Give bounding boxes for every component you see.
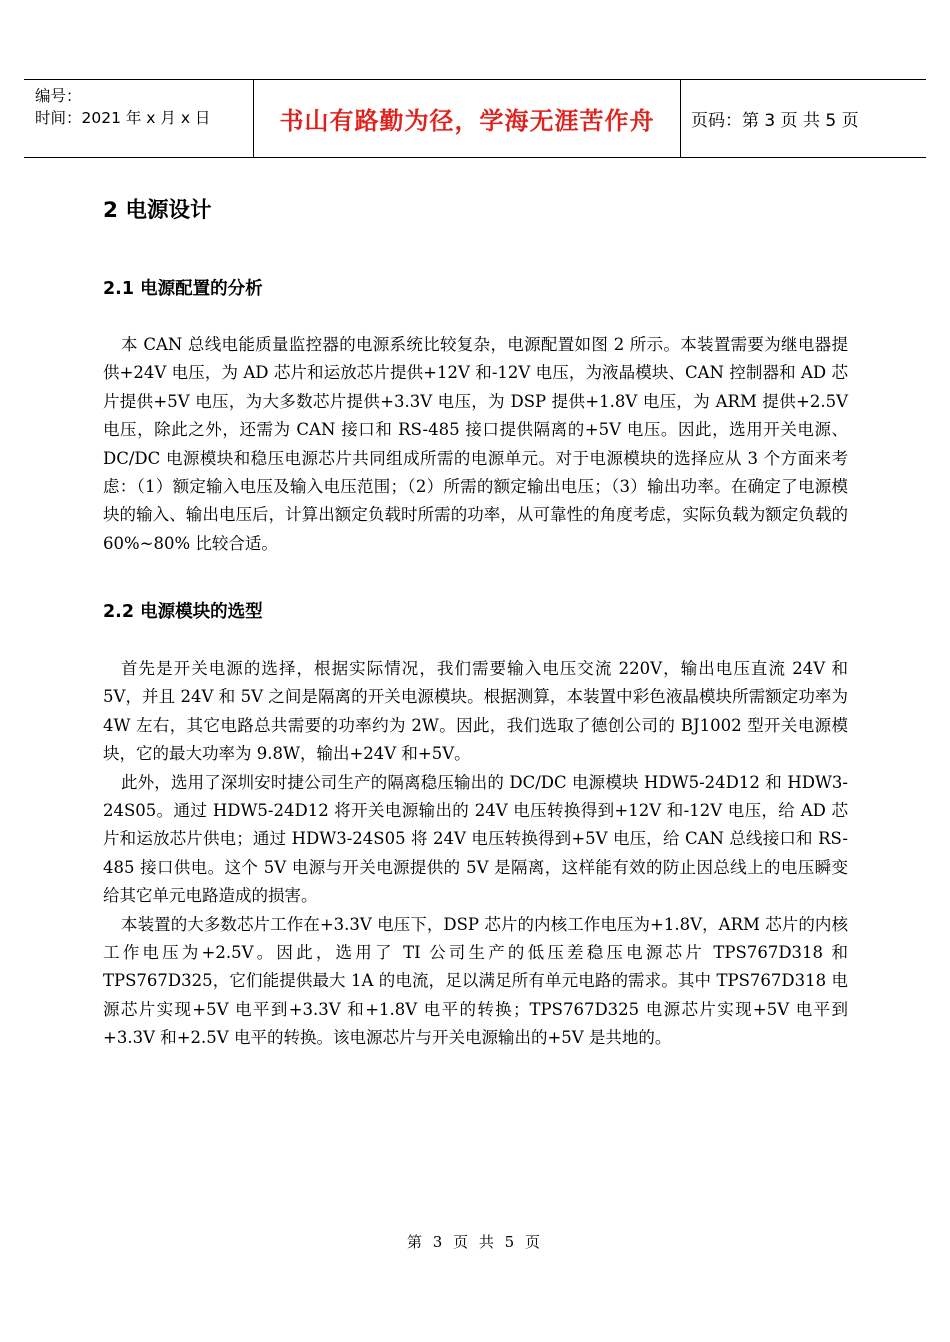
document-number-label: 编号： xyxy=(35,87,82,105)
page-header xyxy=(24,79,926,158)
page-footer: 第 3 页 共 5 页 xyxy=(407,1233,543,1251)
paragraph: 此外，选用了深圳安时捷公司生产的隔离稳压输出的 DC/DC 电源模块 HDW5-24D12 和 HDW3-24S05。通过 HDW5-24D12 将开关电源输出的 24V 电压转换得到+12V 和-12V 电压，给 AD 芯片和运放芯片供电；通过 HDW3-24S05 将 24V 电压转换得到+5V 电压，给 CAN 总线接口和 RS-485 接口供电。这个 5V 电源与开关电源提供的 5V 是隔离，这样能有效的防止因总线上的电压瞬变给其它单元电路造成的损害。 xyxy=(103,772,848,906)
paragraph: 首先是开关电源的选择，根据实际情况，我们需要输入电压交流 220V，输出电压直流 24V 和 5V，并且 24V 和 5V 之间是隔离的开关电源模块。根据测算，本装置中彩色液晶模块所需额定功率为 4W 左右，其它电路总共需要的功率约为 2W。因此，我们选取了德创公司的 BJ1002 型开关电源模块，它的最大功率为 9.8W，输出+24V 和+5V。 xyxy=(103,659,848,764)
header-motto-cell xyxy=(254,80,681,157)
section-title: 2 电源设计 xyxy=(103,198,212,223)
header-page-cell xyxy=(681,80,926,157)
header-page-label: 页码：第 3 页 共 5 页 xyxy=(691,111,859,131)
subsection-2-2-body xyxy=(0,655,848,1053)
document-time-label: 时间：2021 年 x 月 x 日 xyxy=(35,109,211,127)
header-motto: 书山有路勤为径，学海无涯苦作舟 xyxy=(279,107,655,135)
header-meta-cell xyxy=(24,80,254,157)
paragraph: 本装置的大多数芯片工作在+3.3V 电压下，DSP 芯片的内核工作电压为+1.8V，ARM 芯片的内核工作电压为+2.5V。因此，选用了 TI 公司生产的低压差稳压电源芯片 TPS767D318 和 TPS767D325，它们能提供最大 1A 的电流，足以满足所有单元电路的需求。其中 TPS767D318 电源芯片实现+5V 电平到+3.3V 和+1.8V 电平的转换；TPS767D325 电源芯片实现+5V 电平到+3.3V 和+2.5V 电平的转换。该电源芯片与开关电源输出的+5V 是共地的。 xyxy=(103,914,848,1048)
subsection-title-2-2: 2.2 电源模块的选型 xyxy=(103,602,263,622)
paragraph: 本 CAN 总线电能质量监控器的电源系统比较复杂，电源配置如图 2 所示。本装置需要为继电器提供+24V 电压，为 AD 芯片和运放芯片提供+12V 和-12V 电压，为液晶模块、CAN 控制器和 AD 芯片提供+5V 电压，为大多数芯片提供+3.3V 电压，为 DSP 提供+1.8V 电压，为 ARM 提供+2.5V 电压，除此之外，还需为 CAN 接口和 RS-485 接口提供隔离的+5V 电压。因此，选用开关电源、DC/DC 电源模块和稳压电源芯片共同组成所需的电源单元。对于电源模块的选择应从 3 个方面来考虑：（1）额定输入电压及输入电压范围；（2）所需的额定输出电压；（3）输出功率。在确定了电源模块的输入、输出电压后，计算出额定负载时所需的功率，从可靠性的角度考虑，实际负载为额定负载的 60%~80% 比较合适。 xyxy=(103,335,848,553)
subsection-title-2-1: 2.1 电源配置的分析 xyxy=(103,279,263,299)
